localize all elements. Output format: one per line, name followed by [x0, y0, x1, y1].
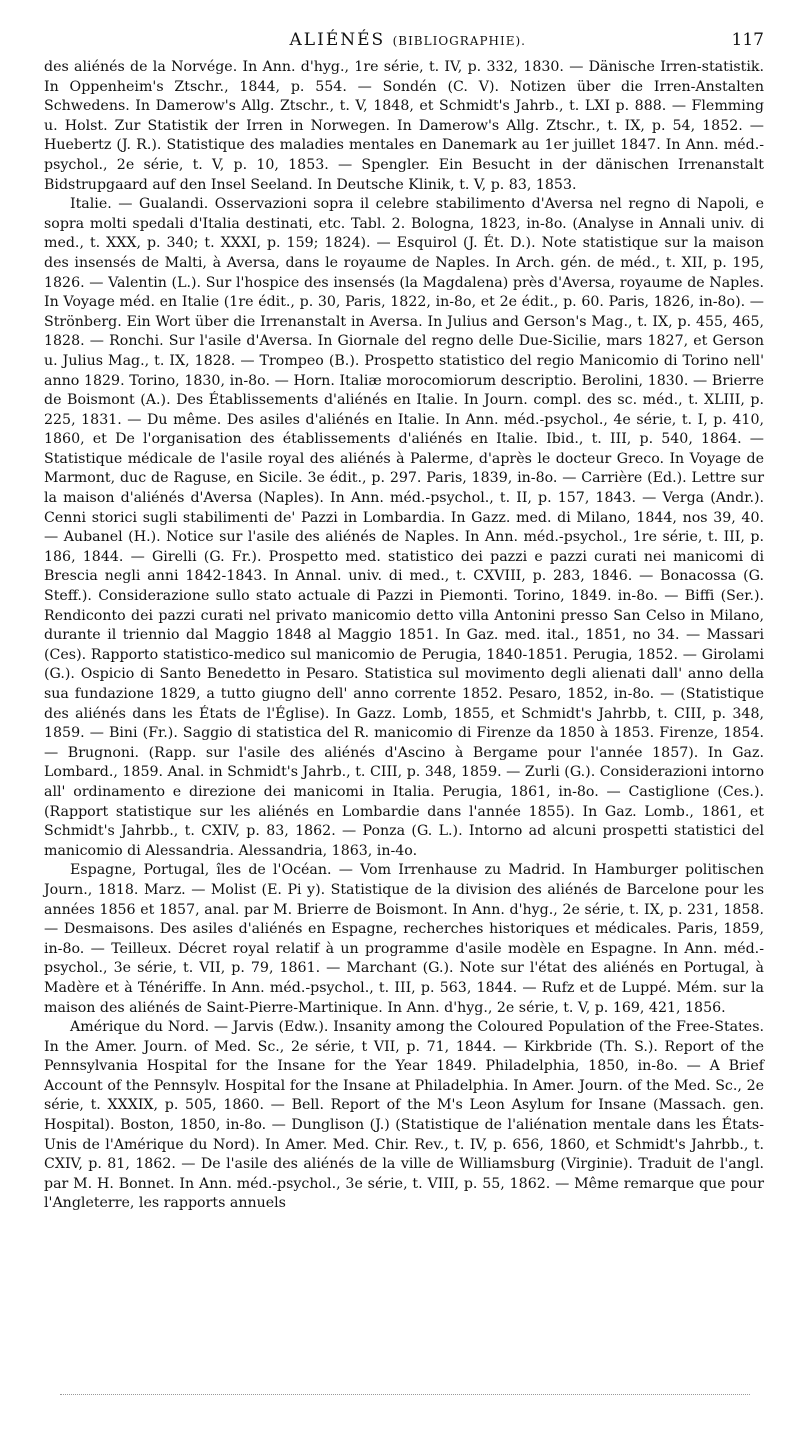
page-number: 117	[731, 30, 764, 50]
header-title-sub: (BIBLIOGRAPHIE).	[392, 34, 526, 48]
paragraph-spain-portugal: Espagne, Portugal, îles de l'Océan. — Vom Irrenhause zu Madrid. In Hamburger politischen Journ., 1818. Marz. — Molist (E. Pi y). Statistique de la division des aliénés de Barcelone pour les années 1856 et 1857, anal. par M. Brierre de Boismont. In Ann. d'hyg., 2e série, t. IX, p. 231, 1858. — Desmaisons. Des asiles d'aliénés en Espagne, recherches historiques et médicales. Paris, 1859, in-8o. — Teilleux. Décret royal relatif à un programme d'asile modèle en Espagne. In Ann. méd.-psychol., 3e série, t. VII, p. 79, 1861. — Marchant (G.). Note sur l'état des aliénés en Portugal, à Madère et à Ténériffe. In Ann. méd.-psychol., t. III, p. 563, 1844. — Rufz et de Luppé. Mém. sur la maison des aliénés de Saint-Pierre-Martinique. In Ann. d'hyg., 2e série, t. V, p. 169, 421, 1856.	[44, 862, 764, 1016]
header-title-main: ALIÉNÉS	[289, 30, 386, 50]
paragraph-italy: Italie. — Gualandi. Osservazioni sopra il celebre stabilimento d'Aversa nel regno di Napoli, e sopra molti spedali d'Italia destinati, etc. Tabl. 2. Bologna, 1823, in-8o. (Analyse in Annali univ. di med., t. XXX, p. 340; t. XXXI, p. 159; 1824). — Esquirol (J. Ét. D.). Note statistique sur la maison des insensés de Malti, à Aversa, dans le royaume de Naples. In Arch. gén. de méd., t. XII, p. 195, 1826. — Valentin (L.). Sur l'hospice des insensés (la Magdalena) près d'Aversa, royaume de Naples. In Voyage méd. en Italie (1re édit., p. 30, Paris, 1822, in-8o, et 2e édit., p. 60. Paris, 1826, in-8o). — Strönberg. Ein Wort über die Irrenanstalt in Aversa. In Julius and Gerson's Mag., t. IX, p. 455, 465, 1828. — Ronchi. Sur l'asile d'Aversa. In Giornale del regno delle Due-Sicilie, mars 1827, et Gerson u. Julius Mag., t. IX, 1828. — Trompeo (B.). Prospetto statistico del regio Manicomio di Torino nell' anno 1829. Torino, 1830, in-8o. — Horn. Italiæ morocomiorum descriptio. Berolini, 1830. — Brierre de Boismont (A.). Des Établissements d'aliénés en Italie. In Journ. compl. des sc. méd., t. XLIII, p. 225, 1831. — Du même. Des asiles d'aliénés en Italie. In Ann. méd.-psychol., 4e série, t. I, p. 410, 1860, et De l'organisation des établissements d'aliénés en Italie. Ibid., t. III, p. 540, 1864. — Statistique médicale de l'asile royal des aliénés à Palerme, d'après le docteur Greco. In Voyage de Marmont, duc de Raguse, en Sicile. 3e édit., p. 297. Paris, 1839, in-8o. — Carrière (Ed.). Lettre sur la maison d'aliénés d'Aversa (Naples). In Ann. méd.-psychol., t. II, p. 157, 1843. — Verga (Andr.). Cenni storici sugli stabilimenti de' Pazzi in Lombardia. In Gazz. med. di Milano, 1844, nos 39, 40. — Aubanel (H.). Notice sur l'asile des aliénés de Naples. In Ann. méd.-psychol., 1re série, t. III, p. 186, 1844. — Girelli (G. Fr.). Prospetto med. statistico dei pazzi e pazzi curati nei manicomi di Brescia negli anni 1842-1843. In Annal. univ. di med., t. CXVIII, p. 283, 1846. — Bonacossa (G. Steff.). Considerazione sullo stato actuale di Pazzi in Piemonti. Torino, 1849. in-8o. — Biffi (Ser.). Rendiconto dei pazzi curati nel privato manicomio detto villa Antonini presso San Celso in Milano, durante il triennio dal Maggio 1848 al Maggio 1851. In Gaz. med. ital., 1851, no 34. — Massari (Ces). Rapporto statistico-medico sul manicomio de Perugia, 1840-1851. Perugia, 1852. — Girolami (G.). Ospicio di Santo Benedetto in Pesaro. Statistica sul movimento degli alienati dall' anno della sua fundazione 1829, a tutto giugno dell' anno corrente 1852. Pesaro, 1852, in-8o. — (Statistique des aliénés dans les États de l'Église). In Gazz. Lomb, 1855, et Schmidt's Jahrbb, t. CIII, p. 348, 1859. — Bini (Fr.). Saggio di statistica del R. manicomio di Firenze da 1850 à 1853. Firenze, 1854. — Brugnoni. (Rapp. sur l'asile des aliénés d'Ascino à Bergame pour l'année 1857). In Gaz. Lombard., 1859. Anal. in Schmidt's Jahrb., t. CIII, p. 348, 1859. — Zurli (G.). Considerazioni intorno all' ordinamento e direzione dei manicomi in Italia. Perugia, 1861, in-8o. — Castiglione (Ces.). (Rapport statistique sur les aliénés en Lombardie dans l'année 1855). In Gaz. Lomb., 1861, et Schmidt's Jahrbb., t. CXIV, p. 83, 1862. — Ponza (G. L.). Intorno ad alcuni prospetti statistici del manicomio di Alessandria. Alessandria, 1863, in-4o.	[44, 196, 764, 859]
paragraph-norway: des aliénés de la Norvége. In Ann. d'hyg., 1re série, t. IV, p. 332, 1830. — Dänische Irren-statistik. In Oppenheim's Ztschr., 1844, p. 554. — Sondén (C. V). Notizen über die Irren-Anstalten Schwedens. In Damerow's Allg. Ztschr., t. V, 1848, et Schmidt's Jahrb., t. LXI p. 888. — Flemming u. Holst. Zur Statistik der Irren in Norwegen. In Damerow's Allg. Ztschr., t. IX, p. 54, 1852. — Huebertz (J. R.). Statistique des maladies mentales en Danemark au 1er juillet 1847. In Ann. méd.-psychol., 2e série, t. V, p. 10, 1853. — Spengler. Ein Besucht in der dänischen Irrenanstalt Bidstrupgaard auf den Insel Seeland. In Deutsche Klinik, t. V, p. 83, 1853.	[44, 59, 764, 193]
paragraph-north-america: Amérique du Nord. — Jarvis (Edw.). Insanity among the Coloured Population of the Free-States. In the Amer. Journ. of Med. Sc., 2e série, t VII, p. 71, 1844. — Kirkbride (Th. S.). Report of the Pennsylvania Hospital for the Insane for the Year 1849. Philadelphia, 1850, in-8o. — A Brief Account of the Pennsylv. Hospital for the Insane at Philadelphia. In Amer. Journ. of the Med. Sc., 2e série, t. XXXIX, p. 505, 1860. — Bell. Report of the M's Leon Asylum for Insane (Massach. gen. Hospital). Boston, 1850, in-8o. — Dunglison (J.) (Statistique de l'aliénation mentale dans les États-Unis de l'Amérique du Nord). In Amer. Med. Chir. Rev., t. IV, p. 656, 1860, et Schmidt's Jahrbb., t. CXIV, p. 81, 1862. — De l'asile des aliénés de la ville de Williamsburg (Virginie). Traduit de l'angl. par M. H. Bonnet. In Ann. méd.-psychol., 3e série, t. VIII, p. 55, 1862. — Même remarque que pour l'Angleterre, les rapports annuels	[44, 1019, 764, 1212]
running-header	[44, 30, 764, 58]
header-title	[44, 30, 732, 50]
bibliography-text	[44, 58, 764, 1214]
page	[44, 30, 764, 1214]
page-bottom-rule	[60, 1394, 750, 1397]
